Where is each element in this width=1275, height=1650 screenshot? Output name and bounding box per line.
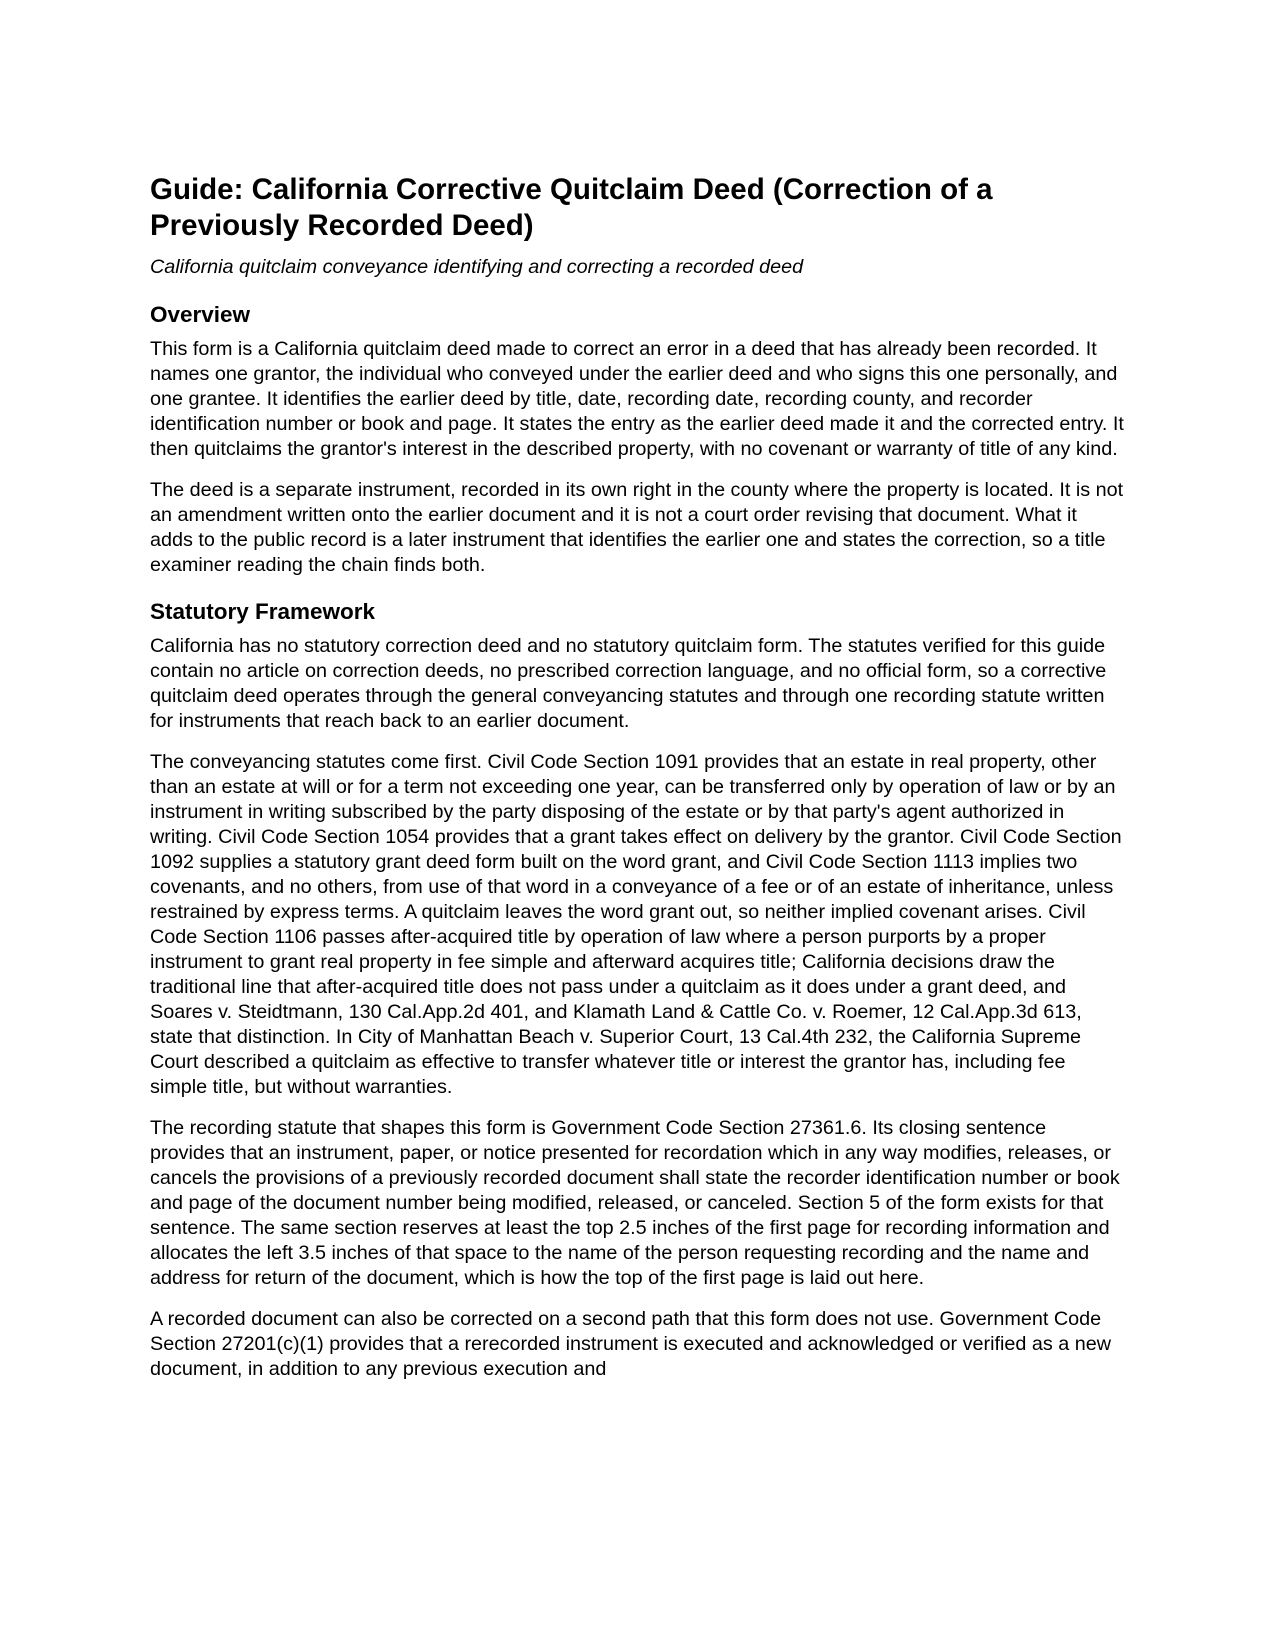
statutory-paragraph: California has no statutory correction deed and no statutory quitclaim form. The statutes verified for this guide contain no article on correction deeds, no prescribed correction language, and no official form, so a corrective quitclaim deed operates through the general conveyancing statutes and through one recording statute written for instruments that reach back to an earlier document. [150,635,1107,732]
document-title: Guide: California Corrective Quitclaim Deed (Correction of a Previously Recorded Deed) [150,173,993,242]
statutory-paragraph: The conveyancing statutes come first. Civil Code Section 1091 provides that an estate in real property, other than an estate at will or for a term not exceeding one year, can be transferred only by operation of law or by an instrument in writing subscribed by the party disposing of the estate or by that party's agent authorized in writing. Civil Code Section 1054 provides that a grant takes effect on delivery by the grantor. Civil Code Section 1092 supplies a statutory grant deed form built on the word grant, and Civil Code Section 1113 implies two covenants, and no others, from use of that word in a conveyance of a fee or of an estate of inheritance, unless restrained by express terms. A quitclaim leaves the word grant out, so neither implied covenant arises. Civil Code Section 1106 passes after-acquired title by operation of law where a person purports by a proper instrument to grant real property in fee simple and afterward acquires title; California decisions draw the traditional line that after-acquired title does not pass under a quitclaim as it does under a grant deed, and Soares v. Steidtmann, 130 Cal.App.2d 401, and Klamath Land & Cattle Co. v. Roemer, 12 Cal.App.3d 613, state that distinction. In City of Manhattan Beach v. Superior Court, 13 Cal.4th 232, the California Supreme Court described a quitclaim as effective to transfer whatever title or interest the grantor has, including fee simple title, but without warranties. [150,751,1122,1098]
statutory-paragraph: A recorded document can also be corrected on a second path that this form does not use. Government Code Section 27201(c)(1) provides that a rerecorded instrument is executed and acknowledged or verified as a new document, in addition to any previous execution and [150,1308,1112,1380]
overview-paragraph: The deed is a separate instrument, recorded in its own right in the county where the property is located. It is not an amendment written onto the earlier document and it is not a court order revising that document. What it adds to the public record is a later instrument that identifies the earlier one and states the correction, so a title examiner reading the chain finds both. [150,479,1124,576]
document-page [150,172,1125,1382]
section-heading-statutory-framework: Statutory Framework [150,599,376,624]
overview-paragraph: This form is a California quitclaim deed made to correct an error in a deed that has already been recorded. It names one grantor, the individual who conveyed under the earlier deed and who signs this one personally, and one grantee. It identifies the earlier deed by title, date, recording date, recording county, and recorder identification number or book and page. It states the entry as the earlier deed made it and the corrected entry. It then quitclaims the grantor's interest in the described property, with no covenant or warranty of title of any kind. [150,338,1124,460]
statutory-paragraph: The recording statute that shapes this form is Government Code Section 27361.6. Its closing sentence provides that an instrument, paper, or notice presented for recordation which in any way modifies, releases, or cancels the provisions of a previously recorded document shall state the recorder identification number or book and page of the document number being modified, released, or canceled. Section 5 of the form exists for that sentence. The same section reserves at least the top 2.5 inches of the first page for recording information and allocates the left 3.5 inches of that space to the name of the person requesting recording and the name and address for return of the document, which is how the top of the first page is laid out here. [150,1117,1120,1289]
section-heading-overview: Overview [150,302,251,327]
document-subtitle: California quitclaim conveyance identifying and correcting a recorded deed [150,256,804,278]
section-overview [150,337,1125,578]
section-statutory-framework [150,634,1125,1382]
